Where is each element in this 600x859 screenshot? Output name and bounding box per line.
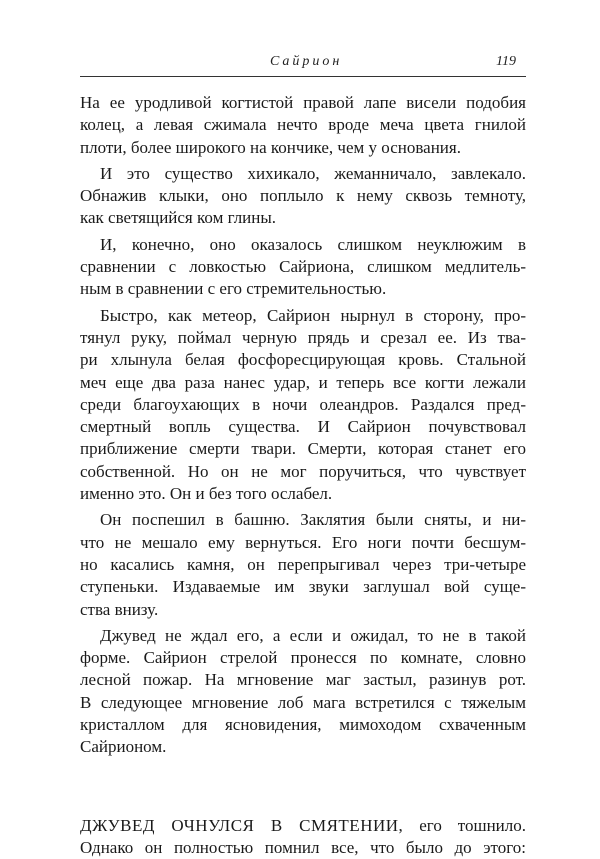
body-text bbox=[80, 92, 526, 859]
text-line: меч еще два раза нанес удар, и теперь все когти лежали bbox=[80, 372, 526, 392]
text-line: кристаллом для ясновидения, мимоходом схваченным bbox=[80, 715, 526, 735]
paragraph bbox=[80, 234, 526, 301]
section-caps-lead: ДЖУВЕД ОЧНУЛСЯ В СМЯТЕНИИ, bbox=[80, 815, 404, 835]
paragraph bbox=[80, 509, 526, 620]
text-line: ным в сравнении с его стремительностью. bbox=[80, 279, 387, 299]
text-line: Быстро, как метеор, Сайрион нырнул в сторону, про- bbox=[100, 305, 526, 325]
text-line: ступеньки. Издаваемые им звуки заглушал вой суще- bbox=[80, 577, 526, 597]
text-line: На ее уродливой когтистой правой лапе висели подобия bbox=[80, 93, 526, 112]
text-line: плоти, более широкого на кончике, чем у основания. bbox=[80, 137, 461, 157]
paragraph bbox=[80, 305, 526, 506]
text-line: Обнажив клыки, оно поплыло к нему сквозь темноту, bbox=[80, 186, 526, 206]
text-line: В следующее мгновение лоб мага встретился с тяжелым bbox=[80, 692, 526, 712]
section-line-rest: его тошнило. bbox=[419, 815, 527, 835]
text-line: ри хлынула белая фосфоресцирующая кровь. Стальной bbox=[80, 350, 526, 370]
paragraph bbox=[80, 163, 526, 230]
text-line: именно это. Он и без того ослабел. bbox=[80, 484, 333, 504]
text-line: Сайрионом. bbox=[80, 737, 167, 757]
text-line: приближение смерти твари. Смерти, которая станет его bbox=[80, 439, 526, 459]
running-head bbox=[0, 54, 600, 74]
text-line: тянул руку, поймал черную прядь и срезал ее. Из тва- bbox=[80, 327, 526, 347]
text-line: Он поспешил в башню. Заклятия были сняты, и ни- bbox=[100, 510, 526, 530]
paragraph bbox=[80, 92, 526, 159]
paragraph bbox=[80, 625, 526, 759]
text-line: сравнении с ловкостью Сайриона, слишком медлитель- bbox=[80, 257, 526, 277]
text-line: форме. Сайрион стрелой пронесся по комнате, словно bbox=[80, 648, 526, 668]
text-line: среди благоухающих в ночи олеандров. Раздался пред- bbox=[80, 394, 526, 414]
text-line: Однако он полностью помнил все, что было до этого: bbox=[80, 837, 526, 857]
text-line bbox=[80, 815, 526, 837]
text-line: смертный вопль существа. И Сайрион почувствовал bbox=[80, 417, 526, 437]
text-line: ства внизу. bbox=[80, 599, 159, 619]
text-line: колец, а левая сжимала нечто вроде меча цвета гнилой bbox=[80, 115, 526, 135]
text-line: Джувед не ждал его, а если и ожидал, то не в такой bbox=[100, 625, 526, 645]
text-line: собственной. Но он не мог поручиться, что чувствует bbox=[80, 461, 526, 481]
text-line: но касались камня, он перепрыгивал через три-четыре bbox=[80, 554, 526, 574]
text-line: как светящийся ком глины. bbox=[80, 208, 277, 228]
text-line: что не мешало ему вернуться. Его ноги почти бесшум- bbox=[80, 532, 526, 552]
text-line: лесной пожар. На мгновение маг застыл, разинув рот. bbox=[80, 670, 526, 690]
running-title: Сайрион bbox=[270, 54, 343, 69]
page-number: 119 bbox=[496, 54, 516, 69]
header-rule bbox=[80, 76, 526, 77]
text-line: И, конечно, оно оказалось слишком неуклюжим в bbox=[100, 234, 526, 254]
section-opening bbox=[80, 815, 526, 859]
text-line: И это существо хихикало, жеманничало, завлекало. bbox=[100, 163, 526, 183]
